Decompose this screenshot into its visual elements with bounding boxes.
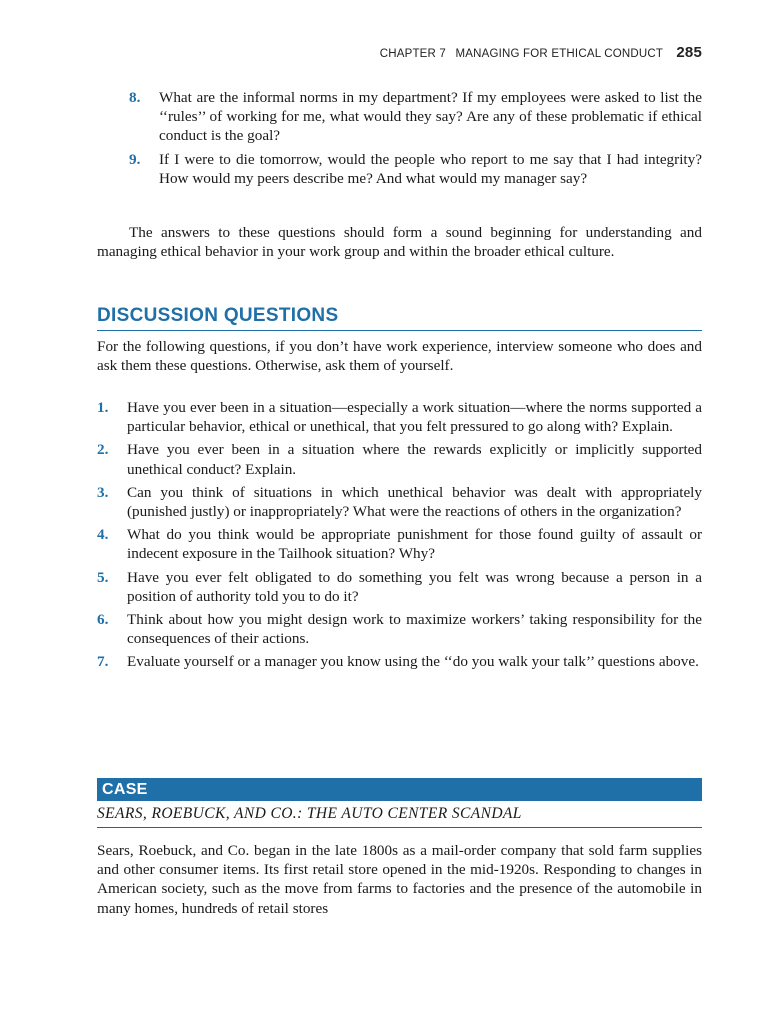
list-item-number: 9.: [129, 150, 141, 168]
list-item-text: What do you think would be appropriate punishment for those found guilty of assault or indecent exposure in the Tailhook situation? Why?: [127, 526, 702, 563]
list-item-text: If I were to die tomorrow, would the people who report to me say that I had integrity? How would my peers describe me? And what would my manager say?: [159, 150, 702, 187]
list-item-number: 7.: [97, 653, 109, 671]
case-paragraph: Sears, Roebuck, and Co. began in the late 1800s as a mail-order company that sold farm supplies and other consumer items. Its first retail store opened in the mid-1920s. Responding to changes in American society, such as the move from farms to factories and the presence of the automobile in many homes, hundreds of retail stores: [97, 842, 702, 917]
list-item-number: 3.: [97, 483, 109, 501]
list-item-text: Evaluate yourself or a manager you know using the ‘‘do you walk your talk’’ questions above.: [127, 653, 699, 671]
chapter-label: CHAPTER 7: [379, 48, 447, 60]
list-item: [129, 88, 702, 146]
list-item: [97, 610, 702, 648]
list-item: [97, 440, 702, 478]
list-item-text: Can you think of situations in which unethical behavior was dealt with appropriately (punished justly) or inappropriately? What were the reactions of others in the organization?: [127, 483, 702, 521]
list-item-number: 8.: [129, 89, 141, 106]
list-item-number: 6.: [97, 611, 109, 629]
running-head: [97, 44, 702, 61]
case-title: SEARS, ROEBUCK, AND CO.: THE AUTO CENTER SCANDAL: [97, 805, 702, 828]
list-item-text: Think about how you might design work to maximize workers’ taking responsibility for the consequences of their actions.: [127, 611, 702, 648]
list-item: [129, 150, 702, 188]
list-item-number: 2.: [97, 441, 109, 459]
answers-paragraph: The answers to these questions should form a sound beginning for understanding and managing ethical behavior in your work group and within the broader ethical culture.: [97, 224, 702, 261]
list-item-text: Have you ever been in a situation—especially a work situation—where the norms supported a particular behavior, ethical or unethical, that you felt pressured to go along with? Explain.: [127, 399, 702, 436]
discussion-intro: For the following questions, if you don’t have work experience, interview someone who does and ask them these questions. Otherwise, ask them of yourself.: [97, 338, 702, 375]
page-number: 285: [676, 44, 702, 61]
discussion-heading: DISCUSSION QUESTIONS: [97, 305, 702, 331]
chapter-title: MANAGING FOR ETHICAL CONDUCT: [455, 48, 663, 60]
list-item: [97, 483, 702, 521]
list-item-number: 4.: [97, 526, 109, 544]
list-item: [97, 398, 702, 436]
discussion-questions-list: [97, 398, 702, 676]
self-assessment-list: [129, 88, 702, 192]
list-item-text: Have you ever felt obligated to do something you felt was wrong because a person in a position of authority told you to do it?: [127, 568, 702, 605]
list-item-number: 1.: [97, 399, 109, 416]
case-label-bar: CASE: [97, 778, 702, 801]
list-item: [97, 525, 702, 563]
list-item-text: Have you ever been in a situation where the rewards explicitly or implicitly supported unethical conduct? Explain.: [127, 441, 702, 478]
list-item: [97, 652, 702, 671]
list-item-text: What are the informal norms in my department? If my employees were asked to list the ‘‘rules’’ of working for me, what would they say? Are any of these problematic if ethical conduct is the goal?: [159, 89, 702, 145]
list-item-number: 5.: [97, 568, 109, 586]
list-item: [97, 568, 702, 606]
